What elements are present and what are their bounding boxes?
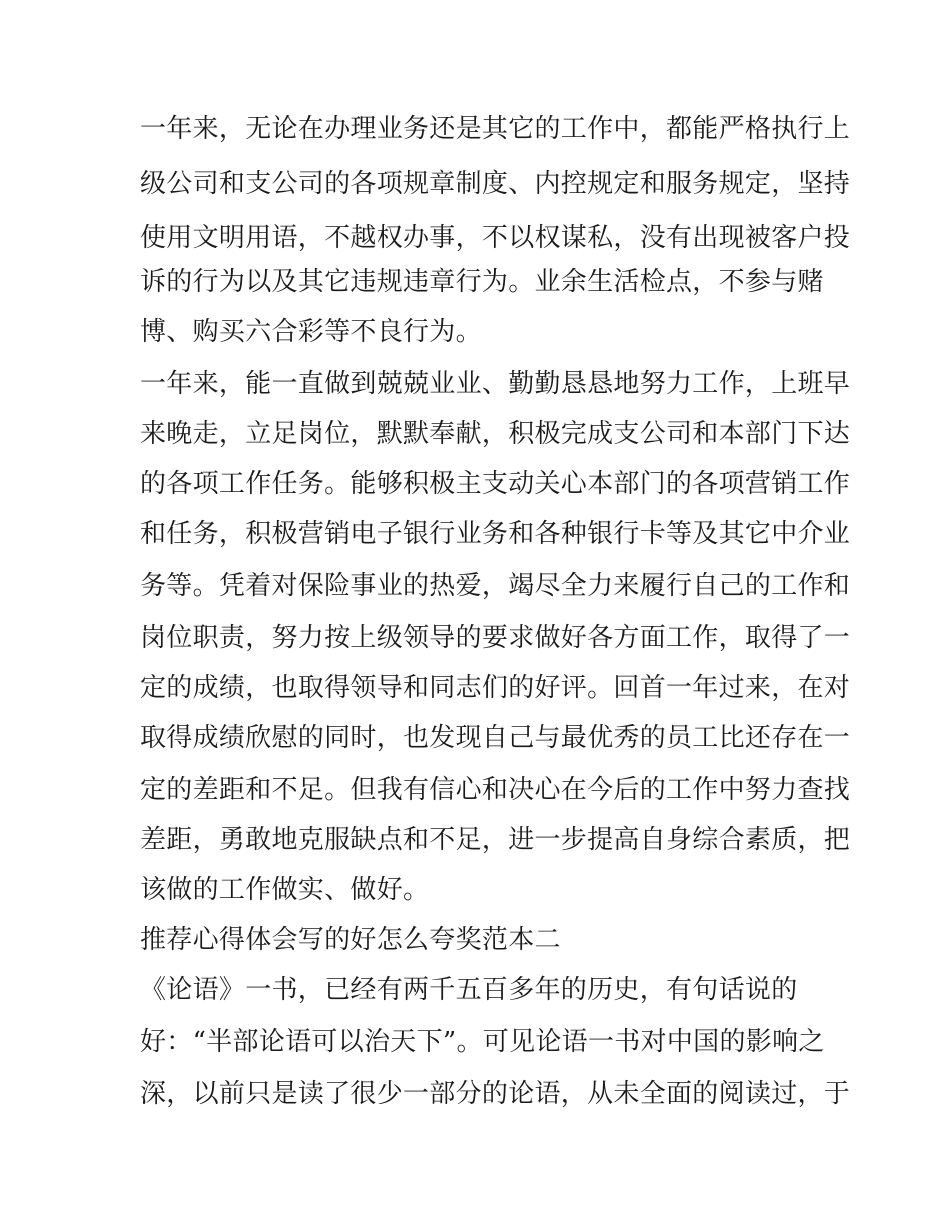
text-line: 一年来，无论在办理业务还是其它的工作中，都能严格执行上 bbox=[140, 114, 851, 144]
text-line: 博、购买六合彩等不良行为。 bbox=[140, 317, 482, 347]
text-line: 使用文明用语，不越权办事，不以权谋私，没有出现被客户投 bbox=[140, 223, 851, 253]
text-line: 好：“半部论语可以治天下”。可见论语一书对中国的影响之 bbox=[140, 1027, 825, 1057]
text-line: 定的成绩，也取得领导和同志们的好评。回首一年过来，在对 bbox=[140, 673, 851, 703]
text-line: 来晚走，立足岗位，默默奉献，积极完成支公司和本部门下达 bbox=[140, 419, 851, 449]
text-line: 定的差距和不足。但我有信心和决心在今后的工作中努力查找 bbox=[140, 775, 851, 805]
text-line: 取得成绩欣慰的同时，也发现自己与最优秀的员工比还存在一 bbox=[140, 723, 851, 753]
text-line: 的各项工作任务。能够积极主支动关心本部门的各项营销工作 bbox=[140, 469, 851, 499]
text-line: 级公司和支公司的各项规章制度、内控规定和服务规定，坚持 bbox=[140, 169, 851, 199]
text-line: 差距，勇敢地克服缺点和不足，进一步提高自身综合素质，把 bbox=[140, 825, 851, 855]
text-line: 诉的行为以及其它违规违章行为。业余生活检点，不参与赌 bbox=[140, 267, 824, 297]
text-line: 和任务，积极营销电子银行业务和各种银行卡等及其它中介业 bbox=[140, 519, 851, 549]
text-line: 岗位职责，努力按上级领导的要求做好各方面工作，取得了一 bbox=[140, 623, 851, 653]
section-heading: 推荐心得体会写的好怎么夸奖范本二 bbox=[140, 925, 561, 955]
text-line: 一年来，能一直做到兢兢业业、勤勤恳恳地努力工作，上班早 bbox=[140, 369, 851, 399]
text-line: 该做的工作做实、做好。 bbox=[140, 875, 430, 905]
text-line: 《论语》一书，已经有两千五百多年的历史，有句话说的 bbox=[140, 975, 798, 1005]
text-line: 深，以前只是读了很少一部分的论语，从未全面的阅读过，于 bbox=[140, 1079, 851, 1109]
text-line: 务等。凭着对保险事业的热爱，竭尽全力来履行自己的工作和 bbox=[140, 571, 851, 601]
